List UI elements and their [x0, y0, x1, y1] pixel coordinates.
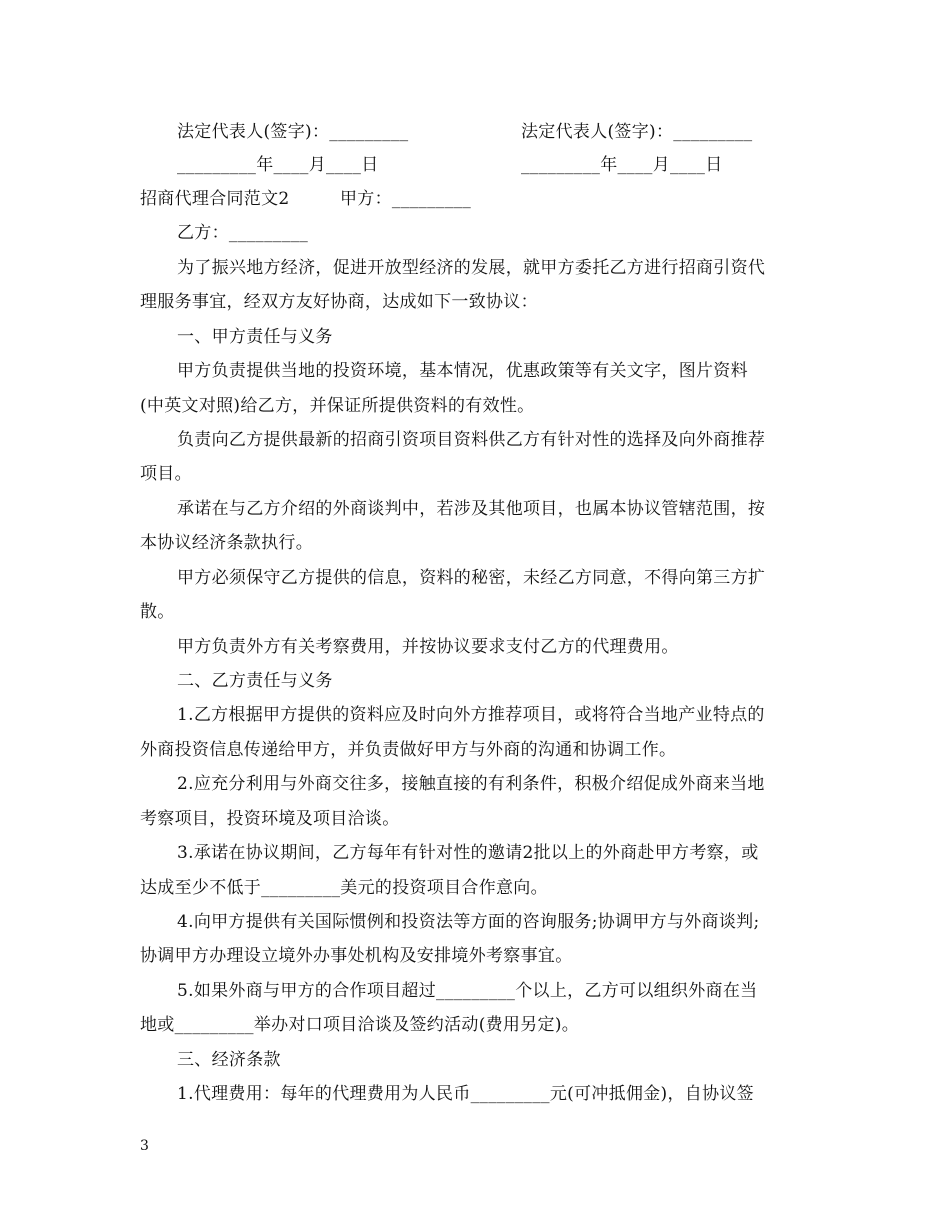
paragraph-line: 协调甲方办理设立境外办事处机构及安排境外考察事宜。: [140, 946, 573, 966]
paragraph-line: 为了振兴地方经济，促进开放型经济的发展，就甲方委托乙方进行招商引资代: [177, 258, 766, 278]
paragraph-line: 5.如果外商与甲方的合作项目超过_________个以上，乙方可以组织外商在当: [177, 981, 758, 1001]
paragraph-line: 4.向甲方提供有关国际惯例和投资法等方面的咨询服务;协调甲方与外商谈判;: [177, 912, 760, 932]
paragraph-line: 甲方必须保守乙方提供的信息，资料的秘密，未经乙方同意，不得向第三方扩: [177, 568, 766, 588]
right-signature-date: _________年____月____日: [521, 155, 723, 175]
paragraph-line: (中英文对照)给乙方，并保证所提供资料的有效性。: [140, 396, 535, 416]
page-number: 3: [140, 1138, 149, 1154]
paragraph-line: 地或_________举办对口项目洽谈及签约活动(费用另定)。: [140, 1015, 580, 1035]
paragraph-line: 2.应充分利用与外商交往多，接触直接的有利条件，积极介绍促成外商来当地: [177, 774, 765, 794]
paragraph-line: 项目。: [140, 464, 192, 484]
party-b-field: 乙方：_________: [177, 223, 309, 243]
contract-title: 招商代理合同范文2: [140, 189, 290, 209]
paragraph-line: 甲方负责外方有关考察费用，并按协议要求支付乙方的代理费用。: [177, 637, 679, 657]
paragraph-line: 达成至少不低于_________美元的投资项目合作意向。: [140, 878, 548, 898]
left-representative-signature: 法定代表人(签字)：_________: [177, 122, 409, 142]
right-representative-signature: 法定代表人(签字)：_________: [521, 122, 753, 142]
paragraph-line: 外商投资信息传递给甲方，并负责做好甲方与外商的沟通和协调工作。: [140, 740, 677, 760]
section-heading: 一、甲方责任与义务: [177, 327, 333, 347]
paragraph-line: 1.代理费用：每年的代理费用为人民币_________元(可冲抵佣金)，自协议签: [177, 1084, 754, 1104]
paragraph-line: 本协议经济条款执行。: [140, 533, 313, 553]
paragraph-line: 理服务事宜，经双方友好协商，达成如下一致协议：: [140, 292, 538, 312]
party-a-field: 甲方：_________: [340, 189, 472, 209]
paragraph-line: 负责向乙方提供最新的招商引资项目资料供乙方有针对性的选择及向外商推荐: [177, 430, 766, 450]
paragraph-line: 散。: [140, 602, 175, 622]
paragraph-line: 考察项目，投资环境及项目洽谈。: [140, 809, 400, 829]
left-signature-date: _________年____月____日: [177, 155, 379, 175]
paragraph-line: 甲方负责提供当地的投资环境，基本情况，优惠政策等有关文字，图片资料: [177, 361, 748, 381]
paragraph-line: 1.乙方根据甲方提供的资料应及时向外方推荐项目，或将符合当地产业特点的: [177, 705, 765, 725]
paragraph-line: 3.承诺在协议期间，乙方每年有针对性的邀请2批以上的外商赴甲方考察，或: [177, 843, 759, 863]
section-heading: 三、经济条款: [177, 1050, 281, 1070]
section-heading: 二、乙方责任与义务: [177, 671, 333, 691]
paragraph-line: 承诺在与乙方介绍的外商谈判中，若涉及其他项目，也属本协议管辖范围，按: [177, 499, 766, 519]
